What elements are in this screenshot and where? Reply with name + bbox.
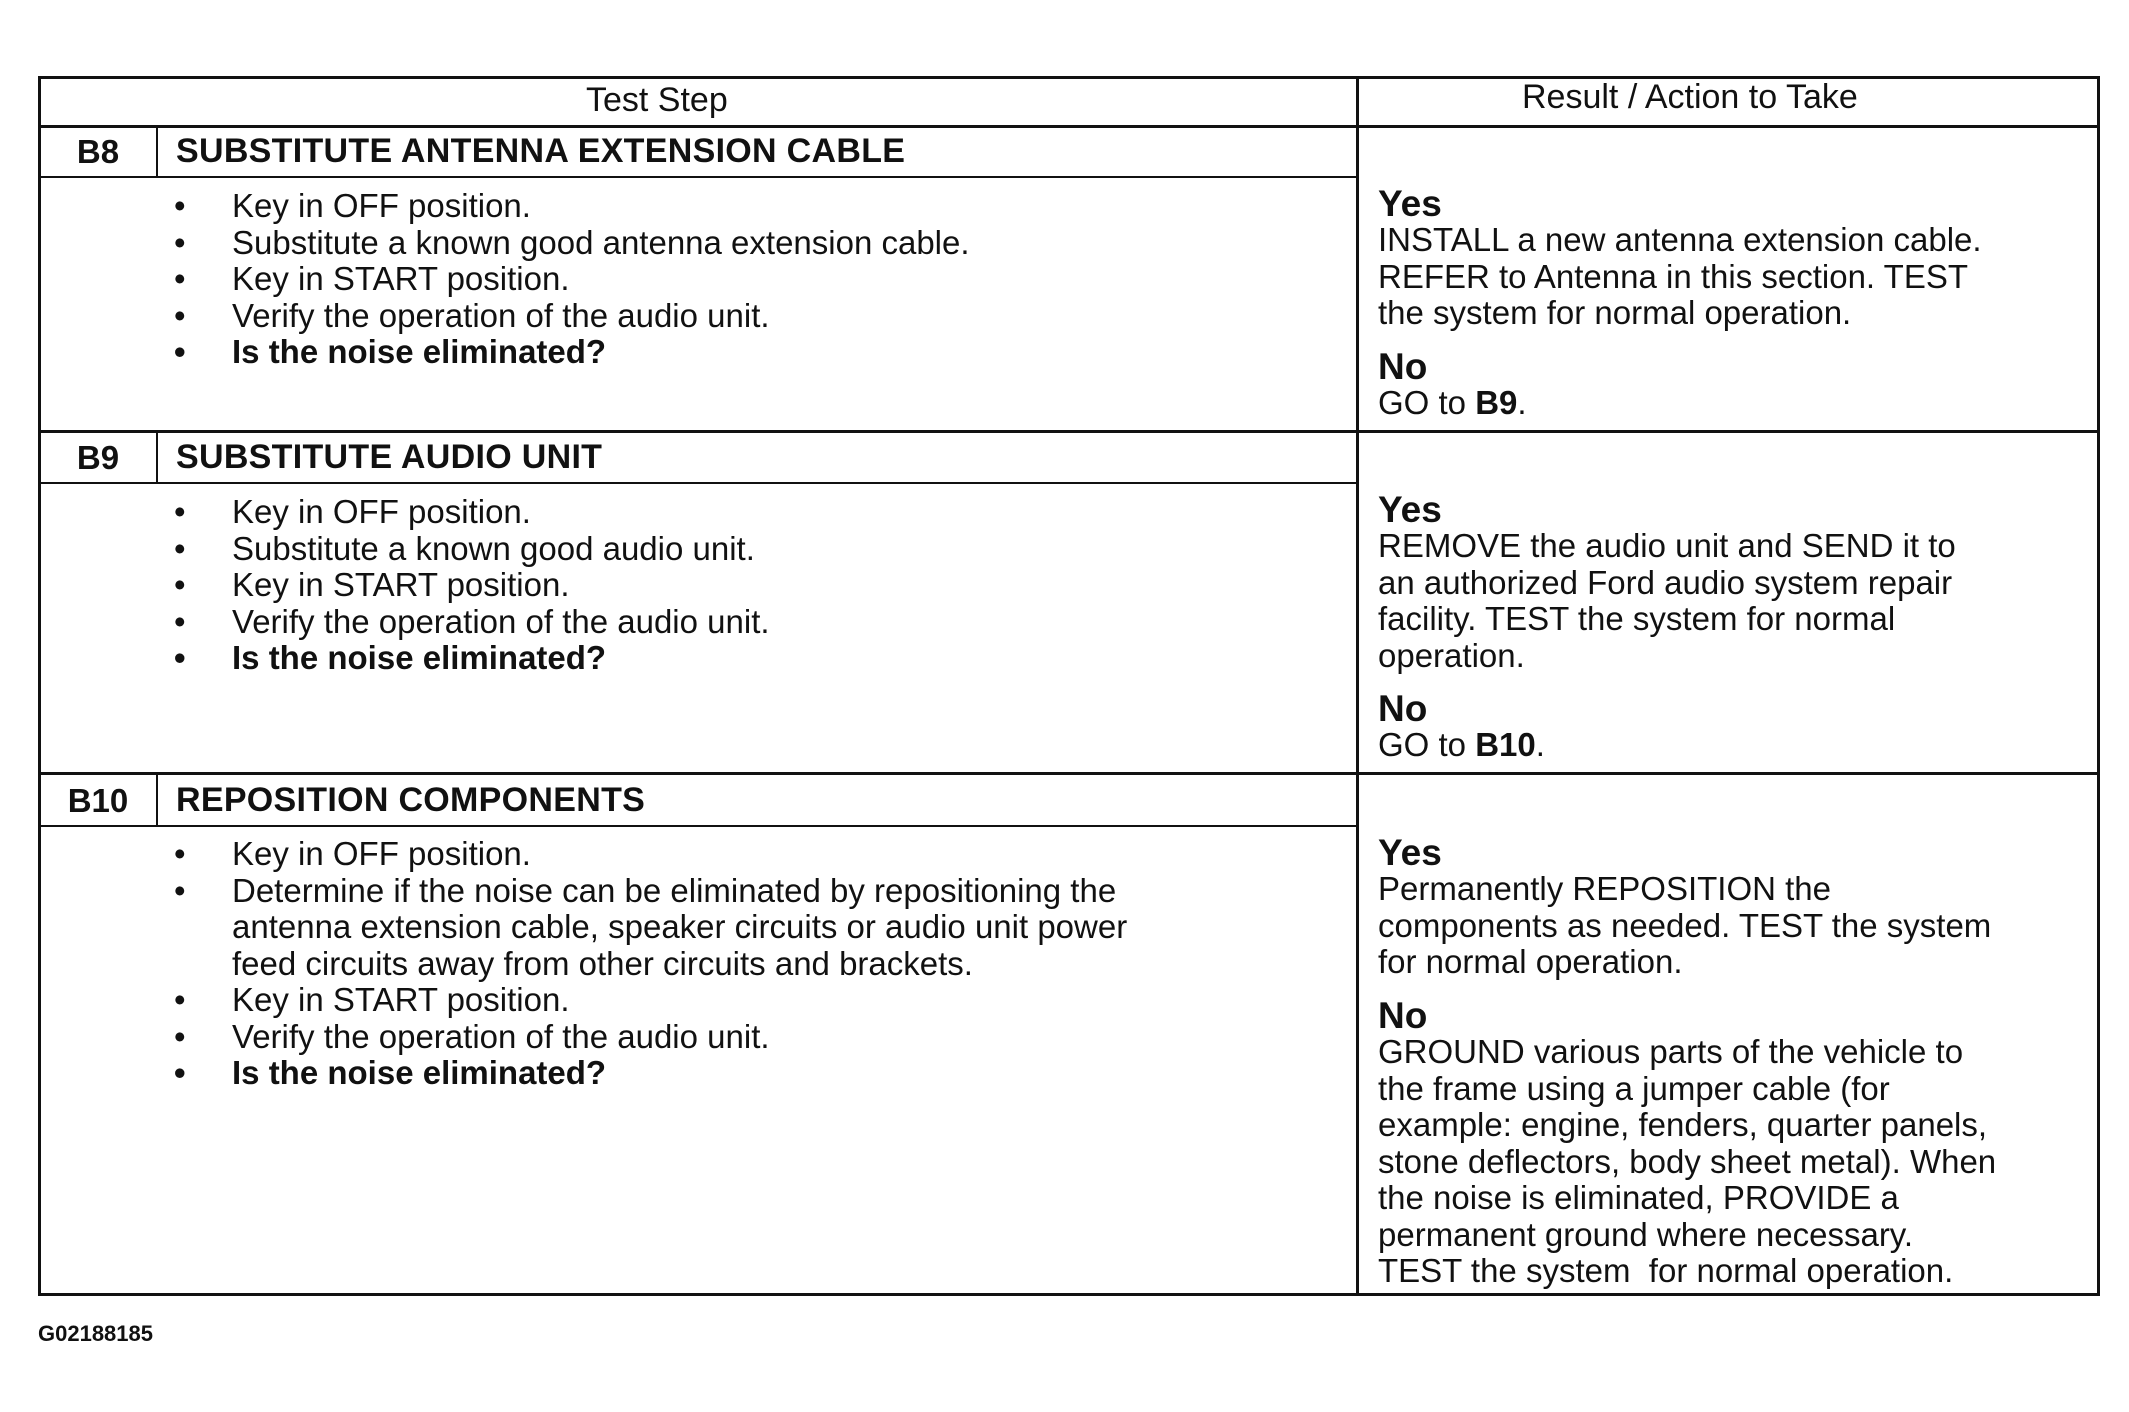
list-item-question: • Is the noise eliminated? <box>174 640 770 677</box>
step-id: B10 <box>67 782 129 819</box>
step-title-rule <box>39 176 1357 178</box>
goto-prefix: GO to <box>1378 384 1476 421</box>
step-title: SUBSTITUTE ANTENNA EXTENSION CABLE <box>176 132 906 170</box>
step-title: REPOSITION COMPONENTS <box>176 781 646 819</box>
result-yes-label: Yes <box>1378 183 1442 224</box>
goto-prefix: GO to <box>1378 726 1476 763</box>
result-yes-text: REMOVE the audio unit and SEND it to an authorized Ford audio system repair facility. TEST the system for normal operation. <box>1378 527 1956 674</box>
result-no-label: No <box>1378 995 1428 1036</box>
list-item: • Key in OFF position. <box>174 188 970 225</box>
list-item: • Substitute a known good antenna extension cable. <box>174 225 970 262</box>
result-no-text <box>1378 385 1527 422</box>
result-no-label: No <box>1378 688 1428 729</box>
step-id: B8 <box>76 133 120 170</box>
list-item: • Determine if the noise can be eliminated by repositioning the antenna extension cable, speaker circuits or audio unit power feed circuits away from other circuits and brackets. <box>174 873 1127 983</box>
header-test-step: Test Step <box>586 81 728 119</box>
step-separator <box>39 772 2099 775</box>
result-no-text: GROUND various parts of the vehicle to the frame using a jumper cable (for example: engine, fenders, quarter panels, stone deflectors, body sheet metal). When the noise is eliminated, PROVIDE a permanent ground where necessary. TEST the system for normal operation. <box>1378 1033 1997 1289</box>
column-divider <box>1356 77 1359 1295</box>
header-rule <box>39 125 2099 128</box>
step-instructions <box>174 188 970 371</box>
result-yes-text: Permanently REPOSITION the components as needed. TEST the system for normal operation. <box>1378 870 1992 980</box>
list-item: • Verify the operation of the audio unit. <box>174 604 770 641</box>
step-instructions <box>174 494 770 677</box>
list-item: • Key in START position. <box>174 982 1127 1019</box>
step-id: B9 <box>76 439 120 476</box>
step-instructions <box>174 836 1127 1092</box>
step-separator <box>39 430 2099 433</box>
list-item: • Verify the operation of the audio unit. <box>174 298 970 335</box>
goto-suffix: . <box>1535 726 1545 763</box>
list-item: • Key in START position. <box>174 567 770 604</box>
goto-link[interactable]: B10 <box>1475 726 1536 763</box>
list-item-question: • Is the noise eliminated? <box>174 1055 1127 1092</box>
step-id-divider <box>156 126 158 176</box>
result-yes-text: INSTALL a new antenna extension cable. REFER to Antenna in this section. TEST the system for normal operation. <box>1378 221 1982 331</box>
result-no-text <box>1378 727 1545 764</box>
step-id-divider <box>156 774 158 825</box>
list-item: • Key in OFF position. <box>174 836 1127 873</box>
result-yes-label: Yes <box>1378 489 1442 530</box>
step-title-rule <box>39 482 1357 484</box>
list-item: • Key in OFF position. <box>174 494 770 531</box>
step-id-divider <box>156 432 158 482</box>
list-item: • Verify the operation of the audio unit. <box>174 1019 1127 1056</box>
result-yes-label: Yes <box>1378 832 1442 873</box>
header-result-action: Result / Action to Take <box>1522 78 1858 116</box>
step-title-rule <box>39 825 1357 827</box>
goto-link[interactable]: B9 <box>1475 384 1518 421</box>
list-item-question: • Is the noise eliminated? <box>174 334 970 371</box>
result-no-label: No <box>1378 346 1428 387</box>
goto-suffix: . <box>1517 384 1527 421</box>
list-item: • Substitute a known good audio unit. <box>174 531 770 568</box>
list-item: • Key in START position. <box>174 261 970 298</box>
figure-id: G02188185 <box>38 1321 153 1346</box>
step-title: SUBSTITUTE AUDIO UNIT <box>176 438 603 476</box>
